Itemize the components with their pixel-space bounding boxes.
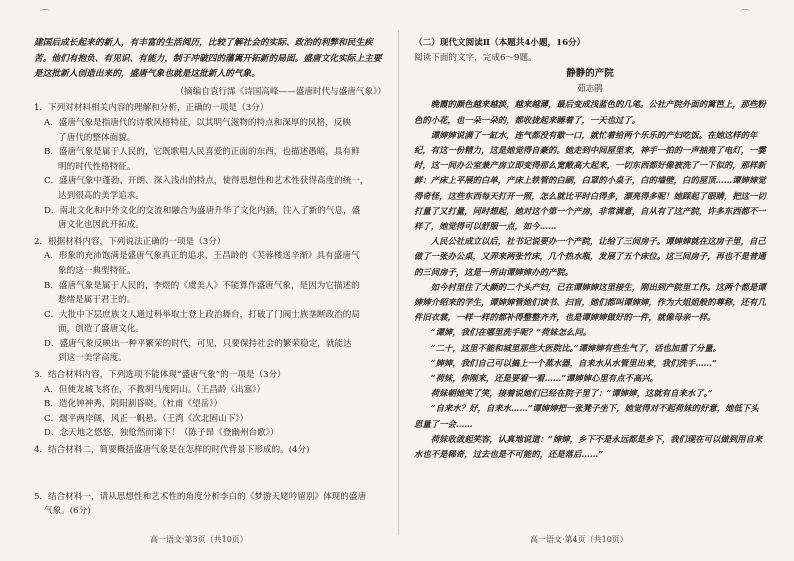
story-paragraph: “自来水？好，自来水……”谭婶婶把一张凳子坐下，她觉得对不起荷妹的好意，她低下头思量了一会…… xyxy=(414,403,759,429)
story-paragraph: 晚霞的颜色越来越淡，越来越薄，最后变成浅蓝色的几笔。公社产院外面的篱笆上，那些粉色的小花，也一朵一朵的，都收拢起来睡着了，一天也过了。 xyxy=(414,99,766,125)
question-4 xyxy=(34,443,386,458)
question-4-stem: 4．结合材料二，简要概括盛唐气象是在怎样的时代背景下形成的。(4分) xyxy=(34,445,310,456)
q2-option-a: A．形象的充沛饱满是盛唐气象真正的追求，王昌龄的《芙蓉楼送辛渐》具有盛唐气 xyxy=(44,251,360,262)
story-title: 静静的产院 xyxy=(566,68,614,80)
q3-option-b: B．造化钟神秀，阴阳割昏晓。（杜甫《望岳》） xyxy=(44,399,223,410)
q2-option-d-cont: 到这一美学高度。 xyxy=(58,353,127,364)
q1-option-a-cont: 了唐代的整体面貌。 xyxy=(58,132,136,143)
q1-option-a: A．盛唐气象是指唐代的诗歌风格特征，以其明气滋物的特点和深厚的风格，反映 xyxy=(44,117,351,128)
story-paragraph: “荷妹，你刚来，还是要看一看……”谭婶婶心里有点不高兴。 xyxy=(430,373,659,384)
header-mark-left: ⌒ xyxy=(40,10,50,21)
story-paragraph: 荷妹收敛起笑容，认真地说道：“婶婶，乡下不是永远都是乡下，我们现在可以做到用自来水也不是稀奇，过去也是不可能的，还是落后……” xyxy=(414,433,763,460)
q1-option-b-cont: 明的时代性格特征。 xyxy=(58,161,136,172)
story-author: 茹志鹃 xyxy=(577,83,603,94)
q1-option-c-cont: 达到很高的美学追求。 xyxy=(58,190,144,201)
story-body xyxy=(414,97,766,462)
question-1 xyxy=(34,101,386,232)
left-page-footer: 高一语文·第3页（共10页） xyxy=(150,535,248,544)
q2-option-c-cont: 面，创造了盛唐文化。 xyxy=(58,324,144,335)
right-page-footer: 高一语文·第4页（共10页） xyxy=(530,535,628,544)
q2-option-c: C．大批中下层庶族文人通过科举取士登上政治舞台，打破了门阀士族垄断政治的局 xyxy=(44,309,360,320)
story-paragraph: “二十，这里不能和城里那些大医院比。”谭婶婶有些生气了，话也加重了分量。 xyxy=(430,342,721,353)
left-page xyxy=(34,36,386,519)
q1-option-d-cont: 唐文化也因此开拓成。 xyxy=(58,220,144,231)
story-paragraph: 谭婶婶说满了一缸水，连气都没有歇一口，就忙着给两个乐乐的产妇吃饭。在她这样的年纪，有这一份精力，这是她觉得自豪的。她走到中间屋里来，神手一拍的一声抽亮了电灯，一霎时，这一间办公室兼产房立即变得那么宽敞高大起来，一切东西都好像被洗了一下似的，那样新鲜：产床上平展的白单，产床上铁管的白刷，白罩的小桌子，白的墙壁，白的屋顶……谭婶婶觉得奇怪，这些东西每天打开一照，怎么就比平时白得多，漂亮得多呢！她踩起了眼睛，把这一切打量了又打量，同时想起，她对这个第一个产房，非常满意，自从有了这产院，许多东西都不一样了，她觉得可以舒服一点，如今…… xyxy=(414,129,766,231)
question-2 xyxy=(34,235,386,366)
intro-paragraph: 建国后成长起来的新人，有丰富的生活阅历，比较了解社会的实际、政治的利弊和民生疾苦。他们有抱负、有见识、有能力，制于冲破四的藩篱开拓新的局面。盛唐文化实际上主要是这批新人创造出来的，盛唐气象也就是这批新人的气象。 xyxy=(34,38,382,80)
section-heading: （二）现代文阅读Ⅱ（本题共4小题，16分） xyxy=(414,38,586,48)
source-note: （摘编自袁行霈《诗国高峰——盛唐时代与盛唐气象》） xyxy=(175,86,386,97)
q2-option-b-cont: 愁绪是属于君王的。 xyxy=(58,295,136,306)
reading-instruction: 阅读下面的文字，完成6～9题。 xyxy=(414,52,537,63)
answer-space-4 xyxy=(34,458,386,488)
story-paragraph: “谭婶，我们在哪里洗手呢？”荷妹怎么问。 xyxy=(430,327,592,338)
story-paragraph: 人民公社成立以后，社书记说要办一个产院，让给了三间房子。谭婶婶就在这房子里，自己做了一张办公桌，又弄来两张竹床，几个热水瓶，发展了五个床位。这三间房子，再也不是普通的三间房子，这是一所由谭婶婶办的产院。 xyxy=(414,236,766,277)
q1-option-c: C．盛唐气象中蓬勃、开朗、深入浅出的特点，使得思想性和艺术性获得高度的统一， xyxy=(44,176,369,187)
q1-option-b: B．盛唐气象是属于人民的，它既歌唱人民喜爱的正面的东西，也描述愚暗，具有鲜 xyxy=(44,147,360,158)
page-divider xyxy=(398,30,399,535)
story-paragraph: 荷妹朝她笑了笑，接着说她们已经在院子里了：“谭婶婶，这就有自来水了。” xyxy=(430,388,713,399)
story-paragraph: 如今村里住了大颜的二个头产妇，已在谭婶婶这里接生，刚出到产院里工作。这两个都是谭婶婶介绍来的学生，谭婶婶管她们读书、扫盲，她们都叫谭婶婶，作为大姐姐般的尊称，还有几件旧衣裳，一样一样的都补得整整齐齐，也是谭婶婶做好的一件，就像母亲一样。 xyxy=(414,281,766,323)
question-3 xyxy=(34,368,386,441)
question-5 xyxy=(34,490,386,519)
question-5-stem: 5．结合材料一，请从思想性和艺术性的角度分析李白的《梦游天姥吟留别》体现的盛唐 xyxy=(34,491,367,502)
q3-option-c: C．烟平两岸阔，风正一帆悬。（王湾《次北固山下》） xyxy=(44,413,249,424)
header-mark-right: ⌒ xyxy=(740,10,750,21)
q3-option-d: D．念天地之悠悠，独怆然而涕下！（陈子昂《登幽州台歌》） xyxy=(44,428,279,439)
q1-option-d: D．南北文化和中外文化的交流和融合为盛唐升华了文化内涵，注入了新的气息，盛 xyxy=(44,205,361,216)
q2-option-b: B．盛唐气象是属于人民的，李煜的《虞美人》不能算作盛唐气象，是因为它描述的 xyxy=(44,280,360,291)
q3-option-a: A．但使龙城飞将在，不教胡马度阴山。（王昌龄《出塞》） xyxy=(44,384,266,395)
q2-option-a-cont: 象的这一典型特征。 xyxy=(58,265,136,276)
question-1-stem: 1．下列对材料相关内容的理解和分析，正确的一项是（3分） xyxy=(34,103,269,114)
right-page xyxy=(414,36,766,462)
story-paragraph: “婶婶，我们自己可以搞上一个蒸水器，自来水从水管里出来，我们洗手……” xyxy=(430,357,717,368)
question-2-stem: 2．根据材料内容，下列说法正确的一项是（3分） xyxy=(34,236,226,247)
question-3-stem: 3．结合材料内容，下列选项不能体现“盛唐气象”的一项是（3分） xyxy=(34,370,286,381)
q2-option-d: D．盛唐气象反映出一种平繁荣的时代，可见，只要保持社会的繁荣稳定，就能达 xyxy=(44,338,352,349)
question-5-stem-cont: 气象。(6分) xyxy=(44,506,91,517)
